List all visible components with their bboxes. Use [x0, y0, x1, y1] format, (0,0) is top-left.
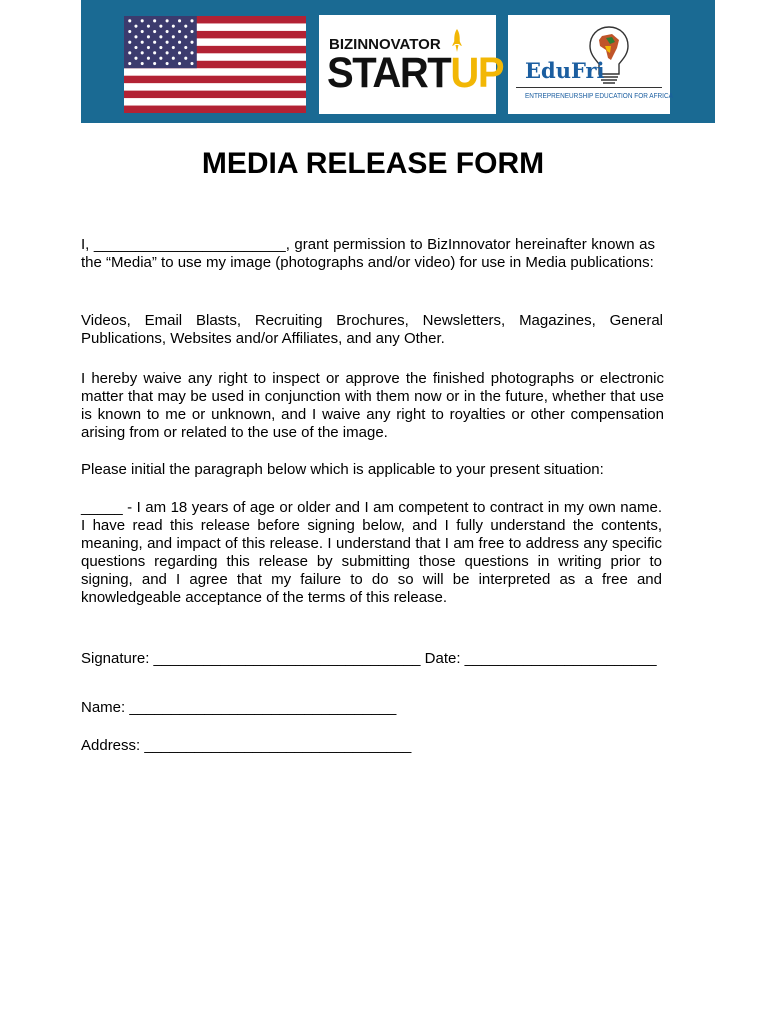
- edufri-divider: [516, 87, 662, 88]
- edufri-logo: [508, 15, 673, 114]
- signature-date-line: Signature: ________________________________ Date: _______________________: [81, 650, 657, 667]
- us-flag-icon: [124, 16, 306, 113]
- instruction-paragraph: Please initial the paragraph below which is applicable to your present situation:: [81, 461, 604, 478]
- permission-paragraph: I, _______________________, grant permission to BizInnovator hereinafter known as the “Media” to use my image (photographs and/or video) for use in Media publications:: [81, 236, 655, 271]
- publications-paragraph: Videos, Email Blasts, Recruiting Brochures, Newsletters, Magazines, General Publications, Websites and/or Affiliates, and any Other.: [81, 312, 663, 347]
- edufri-logo-text: EduFri: [525, 58, 605, 83]
- edufri-tagline: ENTREPRENEURSHIP EDUCATION FOR AFRICA: [525, 93, 673, 100]
- startup-logo-text-dark: START: [327, 49, 451, 97]
- page-title: MEDIA RELEASE FORM: [201, 147, 545, 180]
- waiver-paragraph: I hereby waive any right to inspect or approve the finished photographs or electronic matter that may be used in conjunction with them now or in the future, whether that use is known to me or unknown, and I waive any right to royalties or other compensation arising from or related to the use of the image.: [81, 370, 664, 441]
- bizinnovator-startup-logo: [319, 15, 504, 114]
- name-line: Name: ________________________________: [81, 699, 397, 716]
- startup-logo-text-accent: UP: [450, 49, 504, 97]
- age-consent-paragraph: _____ - I am 18 years of age or older and I am competent to contract in my own name. I have read this release before signing below, and I fully understand the contents, meaning, and impact of this release. I understand that I am free to address any specific questions regarding this release by submitting those questions in writing prior to signing, and I agree that my failure to do so will be interpreted as a free and knowledgeable acceptance of the terms of this release.: [81, 499, 662, 606]
- startup-logo-text: [327, 49, 504, 97]
- address-line: Address: ________________________________: [81, 737, 412, 754]
- header-banner: [81, 0, 715, 123]
- bizinnovator-logo-text: BIZINNOVATOR: [329, 36, 441, 53]
